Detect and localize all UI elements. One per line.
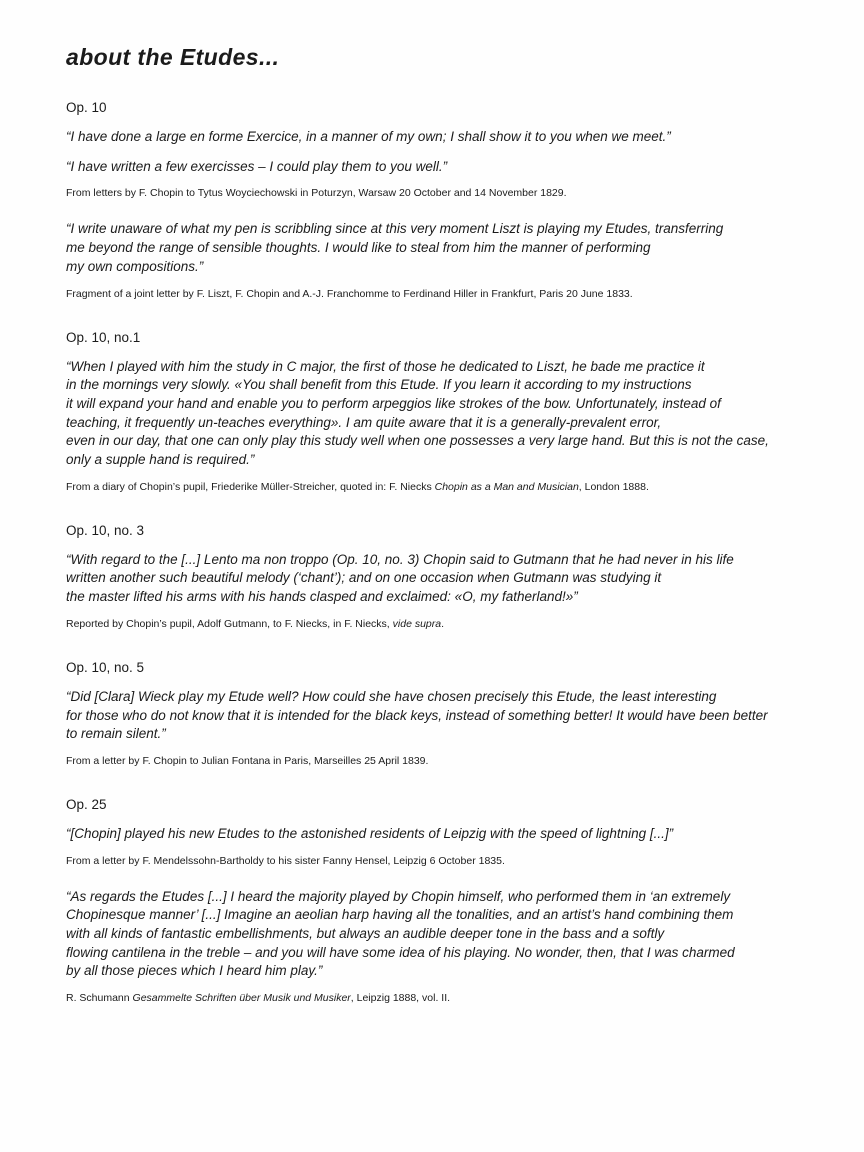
source-text: . [441,617,445,630]
section-heading: Op. 10 [66,100,107,115]
section-heading: Op. 10, no.1 [66,329,141,345]
quotation [66,358,806,470]
quotation [66,688,806,744]
quotation-line: “I have written a few exercisses – I could play them to you well.” [66,158,448,174]
quotation-line: the master lifted his arms with his hands clasped and exclaimed: «O, my fatherland!»” [66,589,578,605]
document-section [66,521,806,631]
quotation-line: with all kinds of fantastic embellishments, but always an audible deeper tone in the bass and a softly [66,926,665,942]
source-text: , Leipzig 1888, vol. II. [350,992,451,1005]
source-text: From a letter by F. Chopin to Julian Fontana in Paris, Marseilles 25 April 1839. [66,754,429,767]
source-citation [66,854,806,868]
source-text: R. Schumann [66,992,133,1005]
document-section [66,658,806,768]
source-text: From a letter by F. Mendelssohn-Bartholdy to his sister Fanny Hensel, Leipzig 6 October 1835. [66,854,505,867]
quotation-line: to remain silent.” [66,726,166,742]
quotation [66,128,806,147]
source-text: Chopin as a Man and Musician [434,480,579,493]
section-heading: Op. 10, no. 5 [66,659,145,675]
source-text: Gesammelte Schriften über Musik und Musiker [132,992,351,1005]
quotation-line: “With regard to the [...] Lento ma non troppo (Op. 10, no. 3) Chopin said to Gutmann that he had never in his life [66,551,734,567]
quotation-line: even in our day, that one can only play this study well when one possesses a very large hand. But this is not the case, [66,433,769,449]
document-section [66,795,806,1005]
quotation-line: “As regards the Etudes [...] I heard the majority played by Chopin himself, who performed them in ‘an extremely [66,888,731,904]
quotation-line: by all those pieces which I heard him play.” [66,963,323,979]
source-citation [66,480,806,494]
quotation-line: in the mornings very slowly. «You shall benefit from this Etude. If you learn it according to my instructions [66,377,692,393]
quotation [66,158,806,177]
quotation [66,220,806,276]
quotation-line: “I write unaware of what my pen is scribbling since at this very moment Liszt is playing my Etudes, transferring [66,221,724,237]
quotation-line: Chopinesque manner’ [...] Imagine an aeolian harp having all the tonalities, and an artist’s hand combining them [66,907,734,923]
quotation-line: me beyond the range of sensible thoughts. I would like to steal from him the manner of performing [66,240,651,256]
quotation-line: “I have done a large en forme Exercice, in a manner of my own; I shall show it to you when we meet.” [66,129,671,144]
quotation-line: my own compositions.” [66,258,204,274]
section-heading: Op. 25 [66,796,107,812]
section-heading: Op. 10, no. 3 [66,522,145,538]
quotation [66,888,806,982]
source-text: vide supra [392,617,442,630]
quotation-line: “Did [Clara] Wieck play my Etude well? How could she have chosen precisely this Etude, the least interesting [66,688,717,704]
quotation-line: “[Chopin] played his new Etudes to the astonished residents of Leipzig with the speed of lightning [...]” [66,825,674,841]
source-citation [66,991,806,1005]
source-text: , London 1888. [578,480,649,493]
source-text: From a diary of Chopin’s pupil, Friederike Müller-Streicher, quoted in: F. Niecks [66,480,435,493]
quotation [66,825,806,844]
quotation-line: for those who do not know that it is intended for the black keys, instead of something better! It would have been better [66,707,768,723]
source-citation [66,617,806,631]
quotation [66,551,806,607]
source-citation [66,754,806,768]
source-citation [66,186,806,200]
document-section [66,98,806,301]
source-text: Fragment of a joint letter by F. Liszt, F. Chopin and A.-J. Franchomme to Ferdinand Hiller in Frankfurt, Paris 20 June 1833. [66,287,633,300]
page-title: about the Etudes... [66,44,280,70]
source-text: From letters by F. Chopin to Tytus Woyciechowski in Poturzyn, Warsaw 20 October and 14 November 1829. [66,187,567,200]
source-citation [66,287,806,301]
quotation-line: teaching, it frequently un-teaches everything». I am quite aware that it is a generally-prevalent error, [66,414,662,430]
quotation-line: flowing cantilena in the treble – and you will have some idea of his playing. No wonder, then, that I was charmed [66,944,735,960]
document-section [66,328,806,494]
document-sections [66,98,806,1005]
quotation-line: it will expand your hand and enable you to perform arpeggios like strokes of the bow. Unfortunately, instead of [66,395,721,411]
source-text: Reported by Chopin’s pupil, Adolf Gutmann, to F. Niecks, in F. Niecks, [66,617,393,630]
quotation-line: written another such beautiful melody (‘chant’); and on one occasion when Gutmann was studying it [66,570,662,586]
quotation-line: “When I played with him the study in C major, the first of those he dedicated to Liszt, he bade me practice it [66,358,705,374]
quotation-line: only a supple hand is required.” [66,452,255,468]
